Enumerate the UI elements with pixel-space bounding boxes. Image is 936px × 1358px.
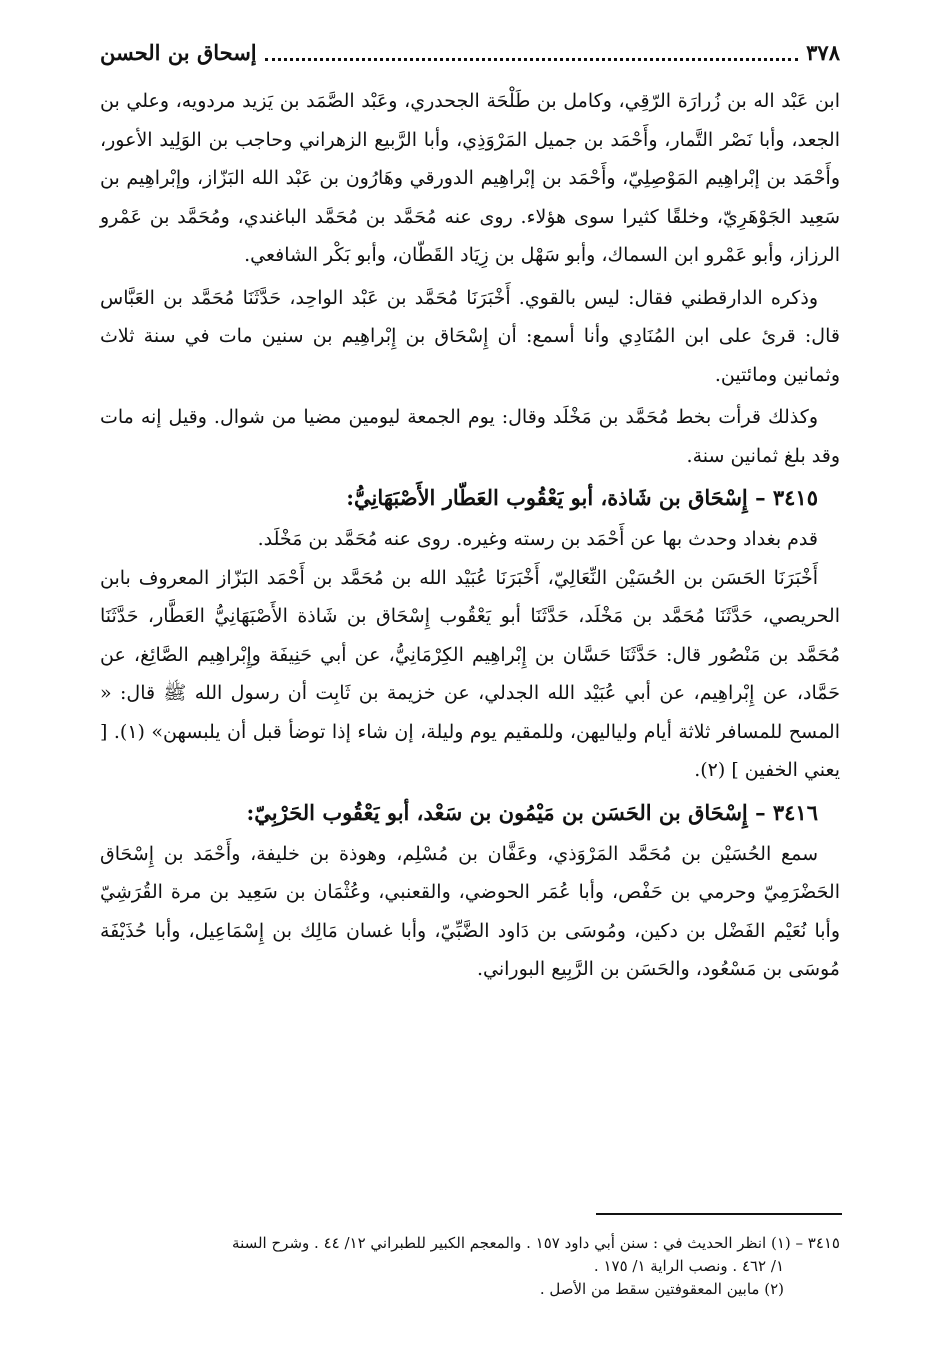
paragraph: أَخْبَرَنَا الحَسَن بن الحُسَيْن النِّعَالِيّ، أَخْبَرَنَا عُبَيْد الله بن مُحَمَّد بن أَحْمَد البَزّاز المعروف بابن الحريصي، حَدَّثَنَا مُحَمَّد بن مَخْلَد، حَدَّثَنَا أبو يَعْقُوب إِسْحَاق بن شَاذة الأَصْبَهَانِيُّ العَطَّار، حَدَّثَنَا مُحَمَّد بن مَنْصُور قال: حَدَّثَنَا حَسَّان بن إِبْراهِيم الكِرْمَانِيُّ، عن أبي حَنِيفَة وإِبْراهِيم الصَّائِغ، عن حَمَّاد، عن إِبْراهِيم، عن أبي عُبَيْد الله الجدلي، عن خزيمة بن ثَابِت أن رسول الله ﷺ قال: « المسح للمسافر ثلاثة أيام ولياليهن، وللمقيم يوم وليلة، إن شاء إذا توضأ قبل أن يلبسهن» (١). [ يعني الخفين ] (٢). (100, 566, 840, 781)
running-title: إسحاق بن الحسن (100, 39, 257, 65)
paragraph: وذكره الدارقطني فقال: ليس بالقوي. أَخْبَرَنَا مُحَمَّد بن عَبْد الواحِد، حَدَّثَنَا مُحَمَّد بن العَبَّاس قال: قرئ على ابن المُنَادِي وأنا أسمع: أن إِسْحَاق بن إِبْراهِيم بن سنين مات في سنة ثلاث وثمانين ومائتين. (100, 286, 840, 386)
paragraph: ابن عَبْد اله بن زُرارَة الرّقِي، وكامل بن طَلْحَة الجحدري، وعَبْد الصَّمَد بن يَزيد مردويه، وعلي بن الجعد، وأبا نَصْر التَّمار، وأَحْمَد بن جميل المَرْوَذِي، وأبا الرَّبيع الزهراني وحاجب بن الوَلِيد الأعور، وأَحْمَد بن إبْراهِيم المَوْصِلِيّ، وأَحْمَد بن إبْراهِيم الدورقي وهَارُون بن عَبْد الله البَزّاز، وإبْراهِيم بن سَعِيد الجَوْهَرِيّ، وخلقًا كثيرا سوى هؤلاء. روى عنه مُحَمَّد بن مُحَمَّد الباغندي، ومُحَمَّد بن عَمْرو الرزاز، وأبو عَمْرو ابن السماك، وأبو سَهْل بن زِيَاد القَطّان، وأبو بَكْر الشافعي. (100, 90, 840, 266)
footnotes (100, 1232, 840, 1301)
page-header (100, 34, 840, 70)
entry-heading: ٣٤١٦ – إِسْحَاق بن الحَسَن بن مَيْمُون بن سَعْد، أبو يَعْقُوب الحَرْبِيّ: (246, 799, 818, 825)
paragraph: وكذلك قرأت بخط مُحَمَّد بن مَخْلَد وقال: يوم الجمعة ليومين مضيا من شوال. وقيل إنه مات وقد بلغ ثمانين سنة. (100, 406, 840, 467)
footnote-continuation: ١/ ٤٦٢ . ونصب الراية ١/ ١٧٥ . (593, 1257, 784, 1275)
footnote: ٣٤١٥ – (١) انظر الحديث في : سنن أبي داود ١٥٧ . والمعجم الكبير للطبراني ١٢/ ٤٤ . وشرح السنة (232, 1234, 840, 1252)
paragraph: قدم بغداد وحدث بها عن أَحْمَد بن رسته وغيره. روى عنه مُحَمَّد بن مَخْلَد. (257, 528, 818, 550)
paragraph: سمع الحُسَيْن بن مُحَمَّد المَرْوَذي، وعَفَّان بن مُسْلِم، وهوذة بن خليفة، وأَحْمَد بن إِسْحَاق الحَضْرَمِيّ وحرمي بن حَفْص، وأبا عُمَر الحوضي، والقعنبي، وعُثْمَان بن سَعِيد بن مرة القُرَشِيّ وأبا نُعَيْم الفَضْل بن دكين، ومُوسَى بن دَاود الضَّبِّيّ، وأبا غسان مَالِك بن إِسْمَاعِيل، وأبا حُذَيْفَة مُوسَى بن مَسْعُود، والحَسَن بن الرَّبِيع البوراني. (100, 842, 840, 980)
header-dot-leader (265, 44, 799, 61)
footnote-separator (596, 1213, 842, 1215)
page-number: ٣٧٨ (806, 39, 840, 65)
main-text (100, 82, 840, 989)
entry-heading: ٣٤١٥ – إِسْحَاق بن شَاذة، أبو يَعْقُوب العَطّار الأَصْبَهَانِيُّ: (346, 485, 818, 510)
footnote: (٢) مابين المعقوفتين سقط من الأصل . (539, 1280, 784, 1298)
